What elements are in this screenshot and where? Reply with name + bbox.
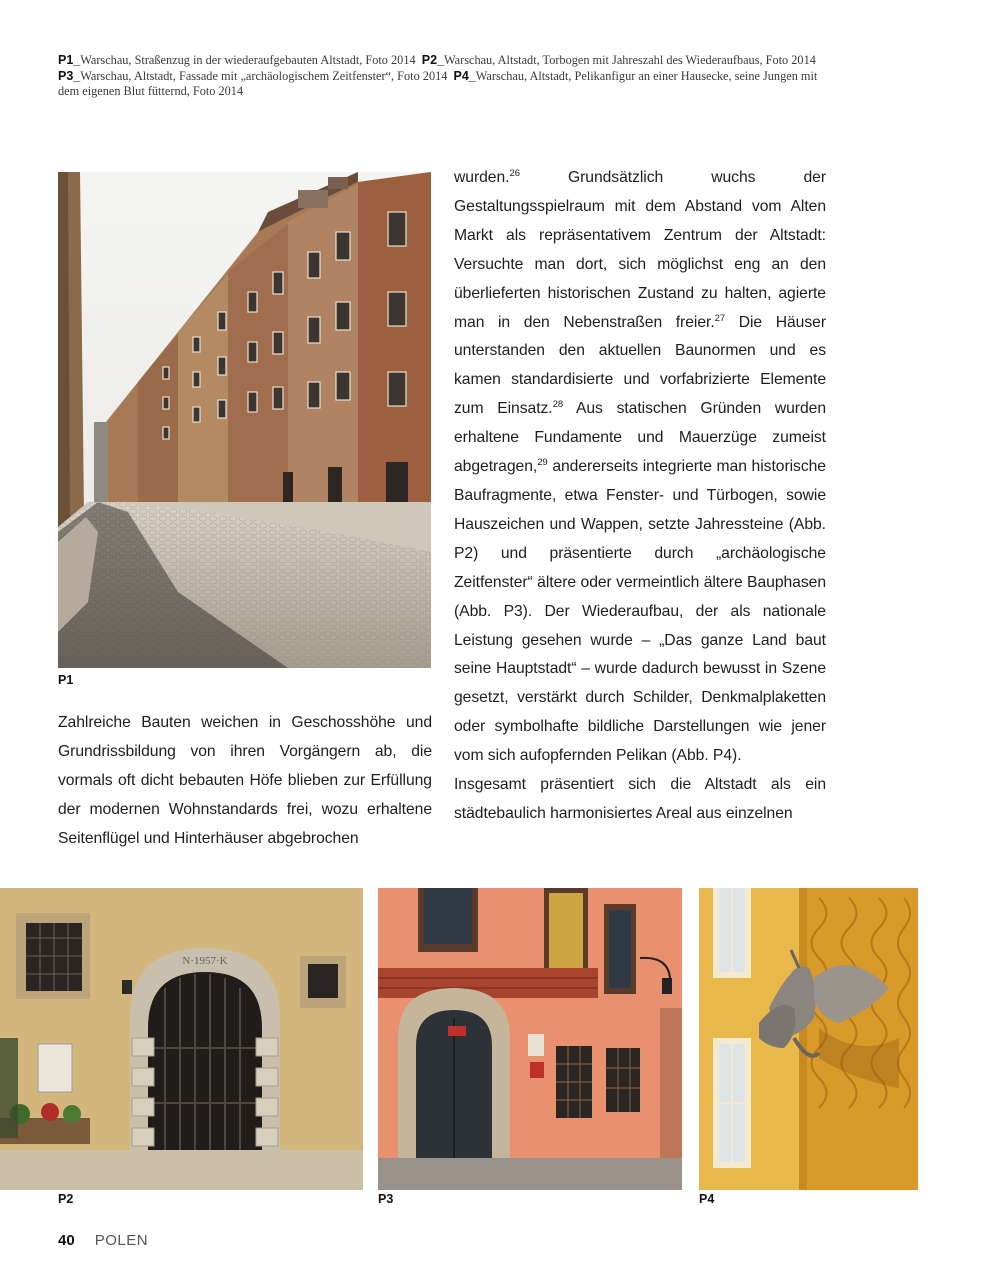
- footnote-ref-26: 26: [509, 167, 520, 179]
- footnote-ref-29: 29: [537, 456, 548, 468]
- text-segment: Aus statischen Gründen wurden erhaltene Fundamente und Mauerzüge zumeist abgetragen,: [454, 400, 827, 476]
- figure-label-p4: P4: [699, 1192, 715, 1206]
- right-paragraph-2: Insgesamt präsentiert sich die Altstadt als ein städtebaulich harmonisiertes Areal aus einzelnen: [454, 776, 826, 822]
- caption-text-p2: Warschau, Altstadt, Torbogen mit Jahreszahl des Wiederaufbaus, Foto 2014: [444, 53, 816, 67]
- figure-label-p1: P1: [58, 673, 74, 687]
- year-stone-inscription: N·1957·K: [182, 955, 228, 967]
- footnote-ref-28: 28: [552, 399, 564, 411]
- page-footer: [58, 1232, 148, 1249]
- text-segment: Grundsätzlich wuchs der Gestaltungsspielraum mit dem Abstand vom Alten Markt als repräsentativem Zentrum der Altstadt: Versuchte man dort, sich möglichst eng an den überlieferten historischen Zustand zu halten, agierte man in den Nebenstraßen freier.: [454, 169, 826, 331]
- photo-p2-archway: [0, 888, 363, 1190]
- page-number: 40: [58, 1232, 75, 1249]
- left-column-text: [58, 709, 432, 854]
- photo-p3-facade: [378, 888, 682, 1190]
- text-segment: wurden.: [454, 169, 510, 186]
- caption-text-p3: Warschau, Altstadt, Fassade mit „archäologischem Zeitfenster“, Foto 2014: [80, 68, 448, 83]
- figure-caption: [58, 53, 828, 100]
- right-column-text: [454, 164, 826, 829]
- left-paragraph: Zahlreiche Bauten weichen in Geschosshöhe und Grundrissbildung von ihren Vorgängern ab, die vormals oft dicht bebauten Höfe blieben zur Erfüllung der modernen Wohnstandards frei, wozu erhaltene Seitenflügel und Hinterhäuser abgebrochen: [58, 714, 432, 847]
- text-segment: Die Häuser unterstanden den aktuellen Baunormen und es kamen standardisierte und vorfabrizierte Elemente zum Einsatz.: [454, 313, 826, 418]
- photo-p4-pelican: [699, 888, 918, 1190]
- photo-p1-street: [58, 172, 431, 668]
- caption-text-p1: Warschau, Straßenzug in der wiederaufgebauten Altstadt, Foto 2014: [80, 53, 416, 67]
- caption-label-p1: P1_: [58, 53, 81, 67]
- text-segment: andererseits integrierte man historische Baufragmente, etwa Fenster- und Türbogen, sowie Hauszeichen und Wappen, setzte Jahressteine (Abb. P2) und präsentierte durch „archäologische Zeitfenster“ ältere oder vermeintlich ältere Bauphasen (Abb. P3). Der Wiederaufbau, der als nationale Leistung gesehen wurde – „Das ganze Land baut seine Hauptstadt“ – wurde dadurch bewusst in Szene gesetzt, verstärkt durch Schilder, Denkmalplaketten oder symbolhafte bildliche Darstellungen wie jener vom sich aufopfernden Pelikan (Abb. P4).: [454, 458, 826, 765]
- figure-label-p2: P2: [58, 1192, 74, 1206]
- right-paragraph-1: [454, 164, 826, 771]
- caption-label-p2: P2_: [421, 53, 445, 67]
- figure-label-p3: P3: [378, 1192, 394, 1206]
- caption-text-p4: Warschau, Altstadt, Pelikanfigur an einer Hausecke, seine Jungen mit dem eigenen Blut fütternd, Foto 2014: [58, 68, 818, 99]
- caption-label-p4: P4_: [453, 68, 476, 83]
- caption-label-p3: P3_: [58, 68, 81, 83]
- section-title: POLEN: [94, 1232, 149, 1249]
- footnote-ref-27: 27: [714, 312, 726, 324]
